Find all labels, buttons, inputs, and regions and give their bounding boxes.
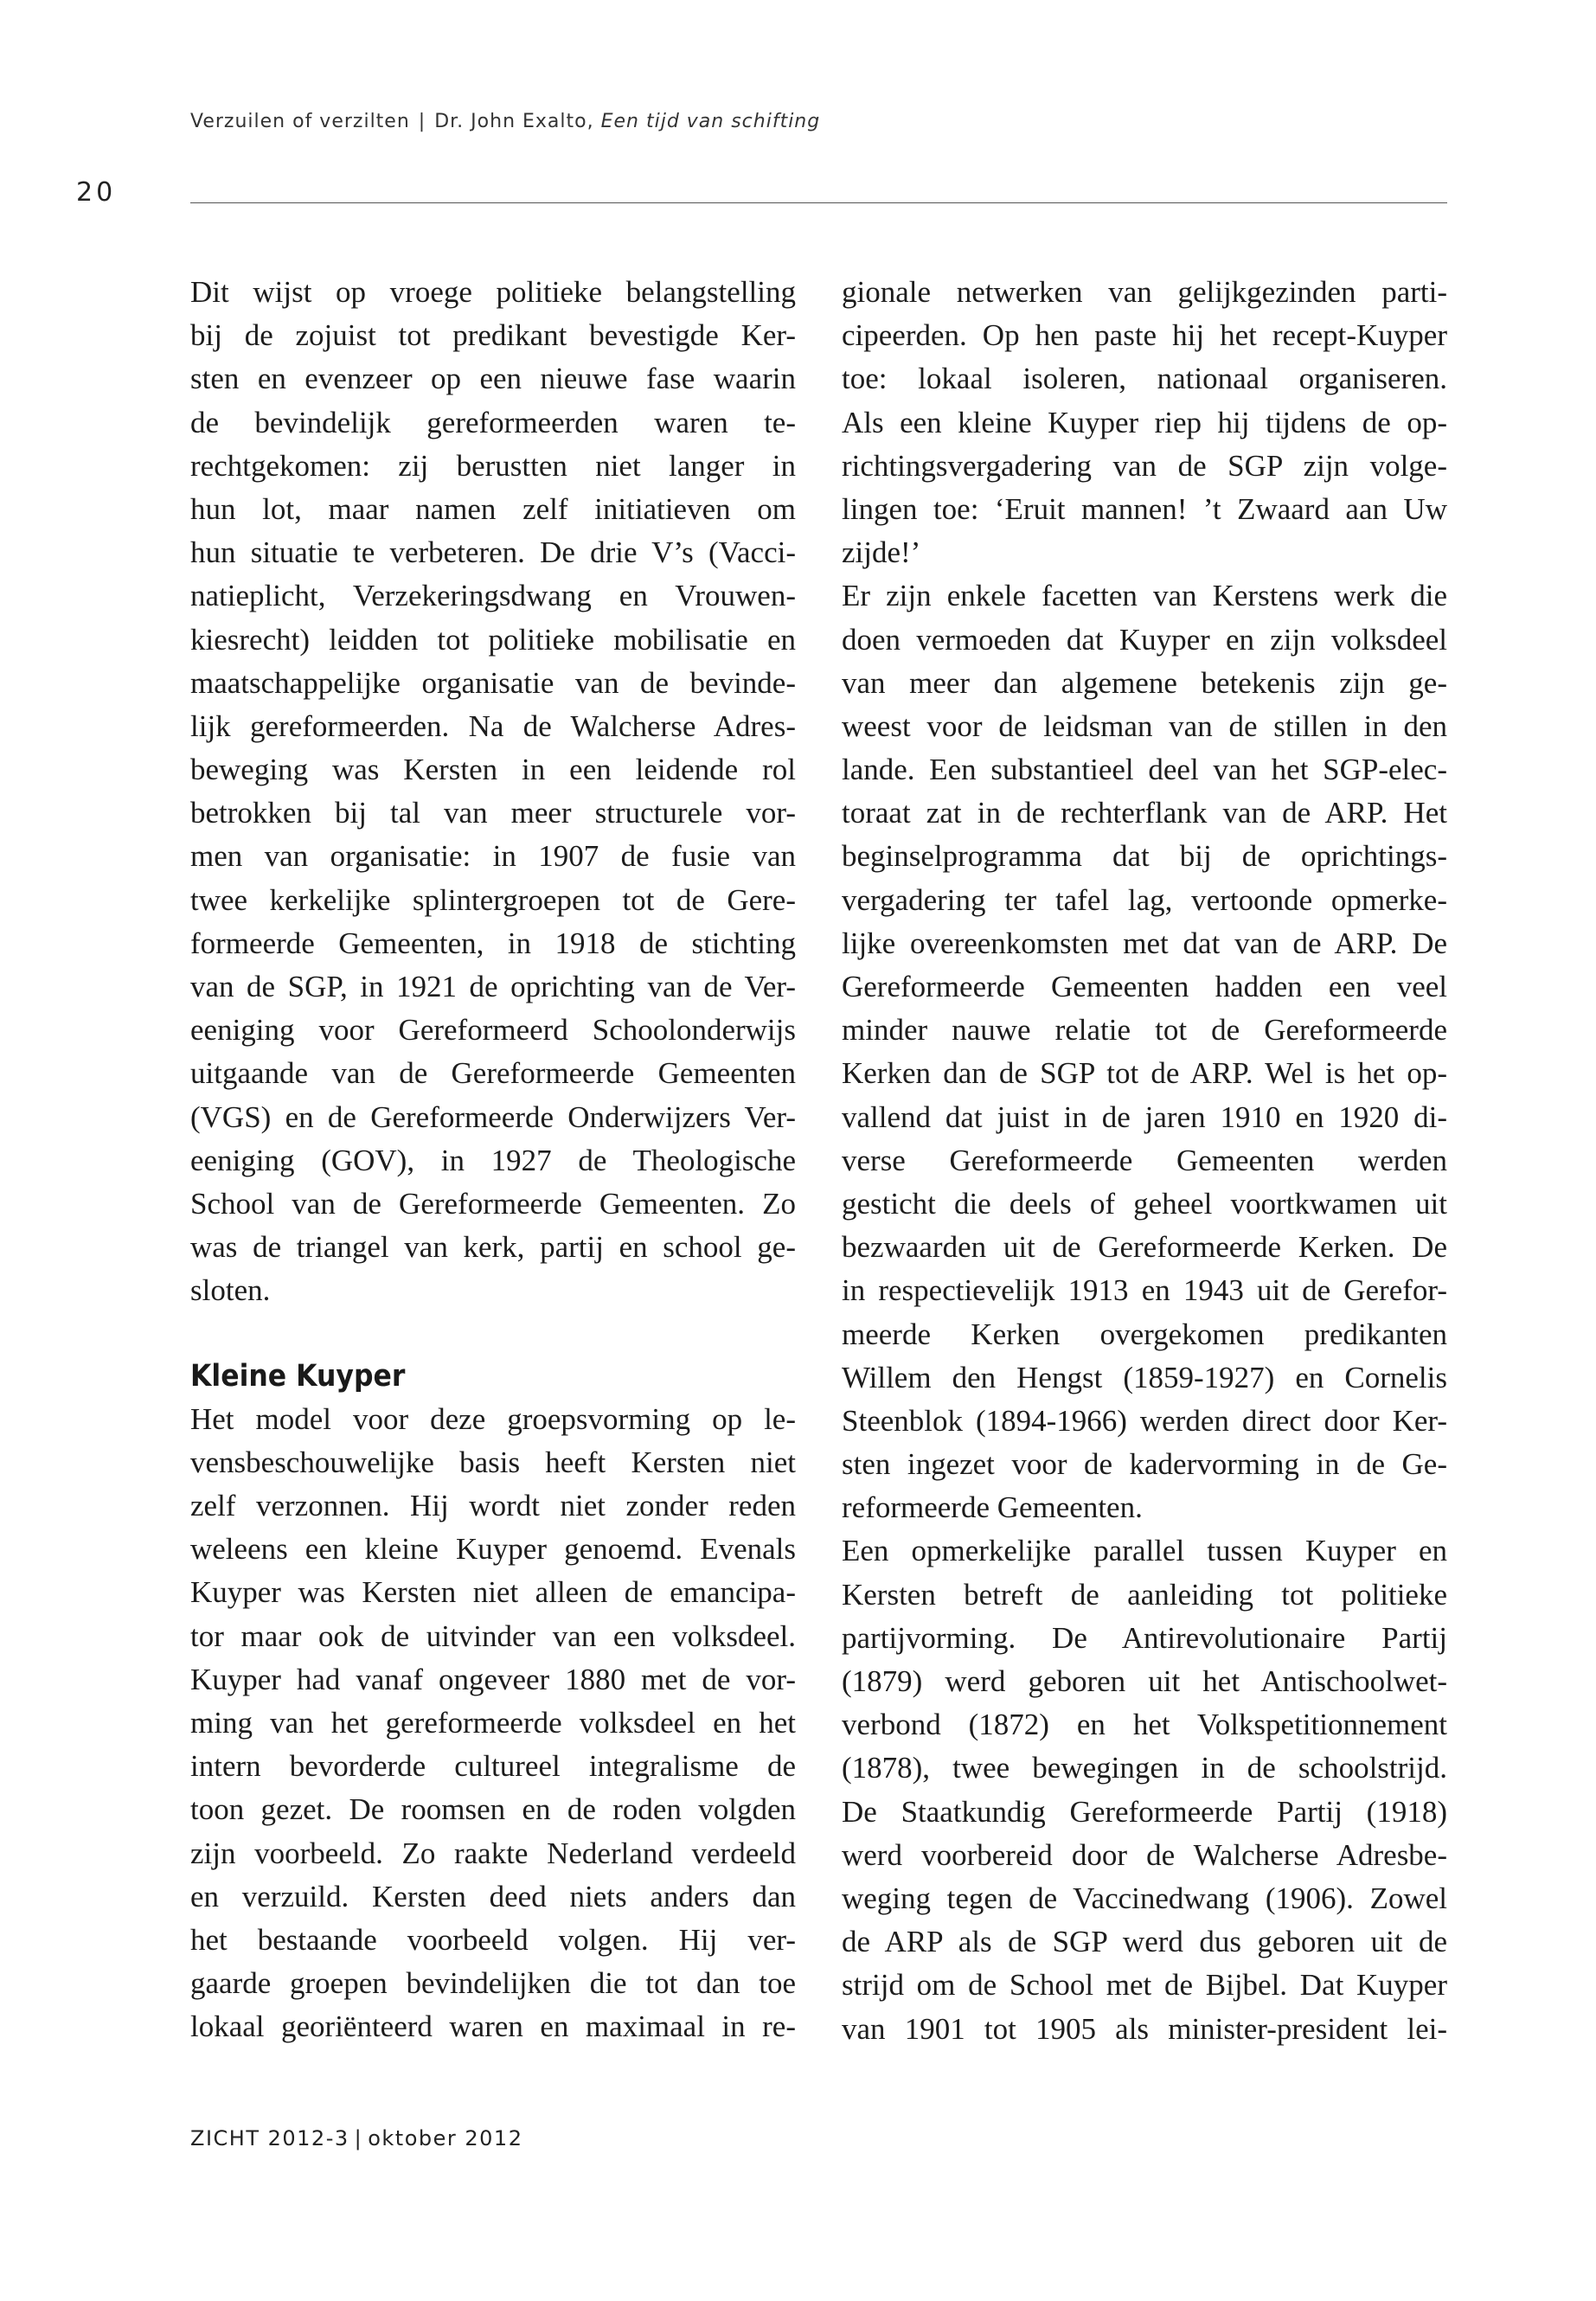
text-line: hun lot, maar namen zelf initiatieven om	[190, 491, 796, 526]
right-paragraph-2	[842, 574, 1447, 1529]
text-line: Dit wijst op vroege politieke belangstelling	[190, 275, 796, 309]
text-line: beweging was Kersten in een leidende rol	[190, 753, 796, 787]
footer-journal: ZICHT 2012-3	[190, 2126, 349, 2150]
text-line: men van organisatie: in 1907 de fusie van	[190, 839, 796, 874]
text-line: gionale netwerken van gelijkgezinden parti-	[842, 275, 1447, 309]
text-line: toraat zat in de rechterflank van de ARP. Het	[842, 796, 1447, 830]
text-line: partijvorming. De Antirevolutionaire Partij	[842, 1620, 1447, 1655]
text-line: lijk gereformeerden. Na de Walcherse Adres-	[190, 708, 796, 743]
text-line: cipeerden. Op hen paste hij het recept-Kuyper	[842, 318, 1447, 353]
text-line: vallend dat juist in de jaren 1910 en 1920 di-	[842, 1099, 1447, 1134]
running-head	[190, 111, 820, 132]
text-line: sten ingezet voor de kadervorming in de Ge-	[842, 1447, 1447, 1482]
text-line: verse Gereformeerde Gemeenten werden	[842, 1143, 1447, 1177]
section-spacer	[190, 1313, 796, 1355]
text-line: van meer dan algemene betekenis zijn ge-	[842, 665, 1447, 700]
text-line: maatschappelijke organisatie van de bevinde-	[190, 665, 796, 700]
text-line: toon gezet. De roomsen en de roden volgden	[190, 1792, 796, 1827]
text-line: (1878), twee bewegingen in de schoolstrijd.	[842, 1751, 1447, 1785]
text-line: was de triangel van kerk, partij en school ge-	[190, 1230, 796, 1265]
text-line: bij de zojuist tot predikant bevestigde Ker-	[190, 318, 796, 353]
text-line: uitgaande van de Gereformeerde Gemeenten	[190, 1056, 796, 1091]
text-line: reformeerde Gemeenten.	[842, 1490, 1143, 1525]
text-line: minder nauwe relatie tot de Gereformeerde	[842, 1013, 1447, 1048]
text-line: verbond (1872) en het Volkspetitionnement	[842, 1708, 1447, 1742]
text-line: vensbeschouwelijke basis heeft Kersten niet	[190, 1445, 796, 1479]
text-line: lokaal georiënteerd waren en maximaal in re-	[190, 2009, 796, 2044]
text-line: Kuyper was Kersten niet alleen de emancipa-	[190, 1575, 796, 1610]
footer	[190, 2126, 522, 2150]
text-line: weleens een kleine Kuyper genoemd. Evenals	[190, 1532, 796, 1567]
text-line: Kuyper had vanaf ongeveer 1880 met de vor-	[190, 1662, 796, 1696]
text-line: doen vermoeden dat Kuyper en zijn volksdeel	[842, 622, 1447, 657]
running-head-series: Verzuilen of verzilten	[190, 111, 410, 132]
text-line: zijn voorbeeld. Zo raakte Nederland verdeeld	[190, 1836, 796, 1870]
text-line: richtingsvergadering van de SGP zijn volge-	[842, 448, 1447, 483]
text-line: kiesrecht) leidden tot politieke mobilisatie en	[190, 622, 796, 657]
text-line: Kersten betreft de aanleiding tot politieke	[842, 1577, 1447, 1612]
section-heading: Kleine Kuyper	[190, 1358, 406, 1394]
text-line: eeniging voor Gereformeerd Schoolonderwijs	[190, 1013, 796, 1048]
text-line: (VGS) en de Gereformeerde Onderwijzers Ver-	[190, 1099, 796, 1134]
text-line: weest voor de leidsman van de stillen in den	[842, 708, 1447, 743]
text-line: beginselprogramma dat bij de oprichtings-	[842, 839, 1447, 874]
text-line: Gereformeerde Gemeenten hadden een veel	[842, 970, 1447, 1003]
text-line: in respectievelijk 1913 en 1943 uit de Gerefor-	[842, 1273, 1447, 1308]
text-line: vergadering ter tafel lag, vertoonde opmerke-	[842, 882, 1447, 917]
text-line: ming van het gereformeerde volksdeel en het	[190, 1706, 796, 1740]
text-line: rechtgekomen: zij berustten niet langer in	[190, 448, 796, 483]
text-line: betrokken bij tal van meer structurele vor-	[190, 796, 796, 830]
text-line: (1879) werd geboren uit het Antischoolwet-	[842, 1664, 1447, 1698]
text-line: sten en evenzeer op een nieuwe fase waarin	[190, 362, 796, 396]
header-rule	[190, 202, 1447, 203]
text-line: en verzuild. Kersten deed niets anders dan	[190, 1879, 796, 1913]
text-line: bezwaarden uit de Gereformeerde Kerken. De	[842, 1230, 1447, 1265]
text-line: de bevindelijk gereformeerden waren te-	[190, 405, 796, 439]
text-line: twee kerkelijke splintergroepen tot de Gere-	[190, 882, 796, 917]
text-line: de ARP als de SGP werd dus geboren uit de	[842, 1925, 1447, 1959]
text-line: hun situatie te verbeteren. De drie V’s (Vacci-	[190, 535, 796, 570]
text-line: Een opmerkelijke parallel tussen Kuyper en	[842, 1534, 1447, 1568]
left-paragraph-1	[190, 271, 796, 1313]
text-line: werd voorbereid door de Walcherse Adresbe-	[842, 1837, 1447, 1872]
text-line: meerde Kerken overgekomen predikanten	[842, 1317, 1447, 1351]
text-line: Kerken dan de SGP tot de ARP. Wel is het op-	[842, 1056, 1447, 1091]
text-line: Als een kleine Kuyper riep hij tijdens de op-	[842, 405, 1447, 439]
left-paragraph-2	[190, 1398, 796, 2049]
text-line: School van de Gereformeerde Gemeenten. Zo	[190, 1186, 796, 1221]
right-column	[842, 271, 1447, 2051]
right-paragraph-1	[842, 271, 1447, 574]
text-line: lande. Een substantieel deel van het SGP-elec-	[842, 753, 1447, 787]
text-line: zelf verzonnen. Hij wordt niet zonder reden	[190, 1489, 796, 1523]
text-line: Willem den Hengst (1859-1927) en Cornelis	[842, 1360, 1447, 1394]
footer-separator: |	[354, 2126, 363, 2150]
text-line: van 1901 tot 1905 als minister-president lei-	[842, 2011, 1447, 2046]
text-line: het bestaande voorbeeld volgen. Hij ver-	[190, 1922, 796, 1957]
text-line: natieplicht, Verzekeringsdwang en Vrouwen-	[190, 579, 796, 613]
text-line: Er zijn enkele facetten van Kerstens werk die	[842, 579, 1447, 613]
text-line: gesticht die deels of geheel voortkwamen uit	[842, 1186, 1447, 1221]
text-line: tor maar ook de uitvinder van een volksdeel.	[190, 1618, 796, 1653]
running-head-author: Dr. John Exalto,	[434, 111, 594, 132]
text-line: Het model voor deze groepsvorming op le-	[190, 1401, 796, 1436]
text-line: van de SGP, in 1921 de oprichting van de Ver-	[190, 970, 796, 1003]
text-line: weging tegen de Vaccinedwang (1906). Zowel	[842, 1881, 1447, 1915]
text-line: toe: lokaal isoleren, nationaal organiseren.	[842, 362, 1447, 396]
text-line: strijd om de School met de Bijbel. Dat Kuyper	[842, 1968, 1447, 2003]
page-number: 20	[76, 177, 117, 208]
text-line: lingen toe: ‘Eruit mannen! ’t Zwaard aan Uw	[842, 491, 1447, 526]
running-head-title: Een tijd van schifting	[600, 111, 821, 132]
text-line: sloten.	[190, 1273, 271, 1308]
text-line: Steenblok (1894-1966) werden direct door Ker-	[842, 1403, 1447, 1438]
running-head-separator: |	[418, 111, 426, 132]
text-line: zijde!’	[842, 535, 921, 570]
text-line: De Staatkundig Gereformeerde Partij (1918)	[842, 1794, 1447, 1829]
text-line: gaarde groepen bevindelijken die tot dan toe	[190, 1966, 796, 2001]
text-line: eeniging (GOV), in 1927 de Theologische	[190, 1143, 796, 1177]
left-column	[190, 271, 796, 2049]
text-line: lijke overeenkomsten met dat van de ARP. De	[842, 926, 1447, 960]
text-line: intern bevorderde cultureel integralisme de	[190, 1749, 796, 1784]
footer-date: oktober 2012	[368, 2126, 523, 2150]
right-paragraph-3	[842, 1529, 1447, 2050]
text-line: formeerde Gemeenten, in 1918 de stichting	[190, 926, 796, 960]
